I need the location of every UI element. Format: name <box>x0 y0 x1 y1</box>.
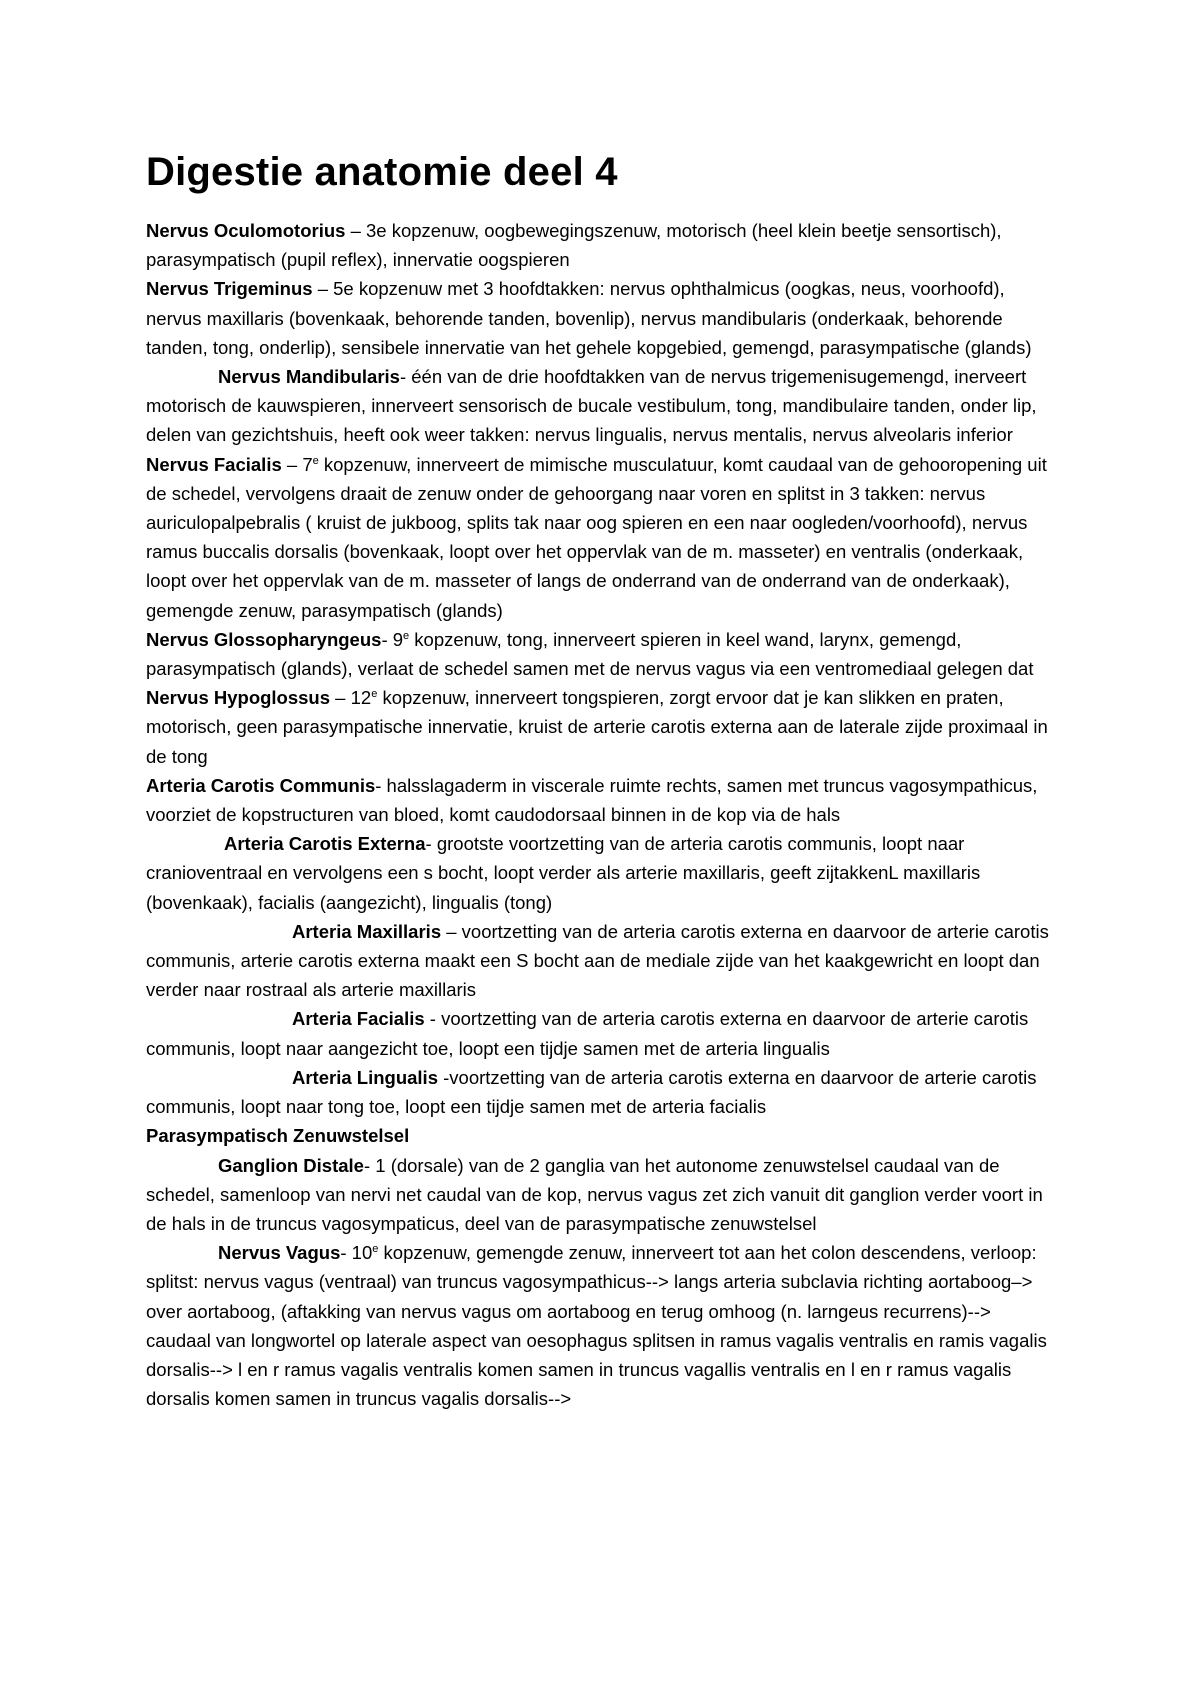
entry-arteria-carotis-externa <box>146 829 1056 917</box>
entry-text-pre: – 7 <box>281 453 313 475</box>
entry-text: – 3e kopzenuw, oogbewegingszenuw, motorisch (heel klein beetje sensortisch), parasympatisch (pupil reflex), innervatie oogspieren <box>146 220 1002 271</box>
entry-text: – voortzetting van de arteria carotis externa en daarvoor de arterie carotis communis, arterie carotis externa maakt een S bocht aan de mediale zijde van het kaakgewricht en loopt dan verder naar rostraal als arterie maxillaris <box>146 920 1049 1001</box>
section-heading-parasympatisch-zenuwstelsel <box>146 1121 1056 1150</box>
entry-text-post: kopzenuw, tong, innerveert spieren in keel wand, larynx, gemengd, parasympatisch (glands), verlaat de schedel samen met de nervus vagus via een ventromediaal gelegen dat <box>146 628 1034 680</box>
entry-superscript: e <box>312 454 319 467</box>
entry-term: Nervus Trigeminus <box>146 278 313 300</box>
entry-term: Nervus Facialis <box>146 453 282 475</box>
entry-text: - halsslagaderm in viscerale ruimte rechts, samen met truncus vagosympathicus, voorziet de kopstructuren van bloed, komt caudodorsaal binnen in de kop via de hals <box>146 774 1038 826</box>
entry-term: Ganglion Distale <box>218 1154 364 1176</box>
entry-nervus-oculomotorius <box>146 216 1056 274</box>
entry-arteria-maxillaris <box>146 917 1056 1005</box>
entry-text-pre: – 12 <box>330 687 372 709</box>
entry-ganglion-distale <box>146 1151 1056 1239</box>
entry-term: Arteria Lingualis <box>292 1066 438 1088</box>
entry-text: -voortzetting van de arteria carotis externa en daarvoor de arterie carotis communis, loopt naar tong toe, loopt een tijdje samen met de arteria facialis <box>146 1066 1037 1118</box>
entry-nervus-hypoglossus <box>146 683 1056 771</box>
entry-term: Nervus Mandibularis <box>218 366 400 388</box>
entry-term: Nervus Glossopharyngeus <box>146 628 382 650</box>
entry-text: - 1 (dorsale) van de 2 ganglia van het autonome zenuwstelsel caudaal van de schedel, samenloop van nervi net caudal van de kop, nervus vagus zet zich vanuit dit ganglion verder voort in de hals in de truncus vagosympaticus, deel van de parasympatische zenuwstelsel <box>146 1154 1043 1234</box>
entry-text-pre: - 10 <box>340 1242 373 1264</box>
entry-nervus-facialis <box>146 450 1056 625</box>
entry-term: Arteria Carotis Communis <box>146 774 376 796</box>
entry-text-post: kopzenuw, innerveert de mimische musculatuur, komt caudaal van de gehooropening uit de schedel, vervolgens draait de zenuw onder de gehoorgang naar voren en splitst in 3 takken: nervus auriculopalpebralis ( kruist de jukboog, splits tak naar oog spieren en een naar oogleden/voorhoofd), nervus ramus buccalis dorsalis (bovenkaak, loopt over het oppervlak van de m. masseter) en ventralis (onderkaak, loopt over het oppervlak van de m. masseter of langs de onderrand van de onderrand van de onderkaak), gemengde zenuw, parasympatisch (glands) <box>146 453 1047 621</box>
entry-nervus-trigeminus <box>146 274 1056 362</box>
entry-nervus-glossopharyngeus <box>146 625 1056 683</box>
entry-term: Arteria Carotis Externa <box>224 833 426 855</box>
entry-arteria-facialis <box>146 1004 1056 1062</box>
entry-arteria-lingualis <box>146 1063 1056 1121</box>
entry-arteria-carotis-communis <box>146 771 1056 829</box>
entry-text-pre: - 9 <box>381 628 404 650</box>
entry-text: - voortzetting van de arteria carotis externa en daarvoor de arterie carotis communis, loopt naar aangezicht toe, loopt een tijdje samen met de arteria lingualis <box>146 1008 1029 1059</box>
entry-term: Arteria Maxillaris <box>292 920 442 942</box>
entry-term: Nervus Vagus <box>218 1242 341 1264</box>
entry-nervus-mandibularis <box>146 362 1056 450</box>
entry-superscript: e <box>372 1243 379 1256</box>
entry-text: - één van de drie hoofdtakken van de nervus trigemenisugemengd, inerveert motorisch de kauwspieren, innerveert sensorisch de bucale vestibulum, tong, mandibulaire tanden, onder lip, delen van gezichtshuis, heeft ook weer takken: nervus lingualis, nervus mentalis, nervus alveolaris inferior <box>146 366 1037 446</box>
entry-text: - grootste voortzetting van de arteria carotis communis, loopt naar cranioventraal en vervolgens een s bocht, loopt verder als arterie maxillaris, geeft zijtakkenL maxillaris (bovenkaak), facialis (aangezicht), lingualis (tong) <box>146 833 981 913</box>
entry-superscript: e <box>371 688 378 701</box>
section-heading: Parasympatisch Zenuwstelsel <box>146 1125 410 1147</box>
document-page <box>146 148 1056 1413</box>
entry-term: Nervus Oculomotorius <box>146 220 346 241</box>
entry-term: Arteria Facialis <box>292 1008 425 1030</box>
entry-text: – 5e kopzenuw met 3 hoofdtakken: nervus ophthalmicus (oogkas, neus, voorhoofd), nervus maxillaris (bovenkaak, behorende tanden, bovenlip), nervus mandibularis (onderkaak, behorende tanden, tong, onderlip), sensibele innervatie van het gehele kopgebied, gemengd, parasympatische (glands) <box>146 278 1032 358</box>
document-title: Digestie anatomie deel 4 <box>146 150 618 194</box>
entry-nervus-vagus <box>146 1238 1056 1413</box>
entry-text-post: kopzenuw, innerveert tongspieren, zorgt ervoor dat je kan slikken en praten, motorisch, geen parasympatische innervatie, kruist de arterie carotis externa aan de laterale zijde proximaal in de tong <box>146 687 1048 767</box>
entry-term: Nervus Hypoglossus <box>146 687 331 709</box>
entry-text-post: kopzenuw, gemengde zenuw, innerveert tot aan het colon descendens, verloop: splitst: nervus vagus (ventraal) van truncus vagosympathicus--> langs arteria subclavia richting aortaboog–> over aortaboog, (aftakking van nervus vagus om aortaboog en terug omhoog (n. larngeus recurrens)--> caudaal van longwortel op laterale aspect van oesophagus splitsen in ramus vagalis ventralis en ramis vagalis dorsalis--> l en r ramus vagalis ventralis komen samen in truncus vagallis ventralis en l en r ramus vagalis dorsalis komen samen in truncus vagalis dorsalis--> <box>146 1242 1047 1410</box>
entry-superscript: e <box>403 629 410 642</box>
